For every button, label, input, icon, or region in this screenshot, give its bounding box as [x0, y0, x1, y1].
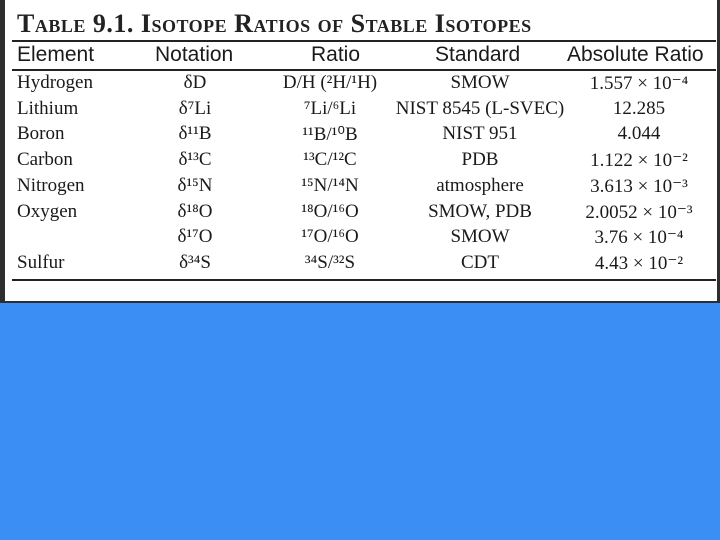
table-sheet	[5, 0, 717, 301]
cell-standard: SMOW	[450, 226, 510, 248]
cell-absolute-ratio: 3.613 × 10⁻³	[590, 175, 688, 197]
header-notation: Notation	[155, 43, 234, 66]
cell-notation: δ³⁴S	[179, 251, 211, 273]
cell-standard: atmosphere	[436, 174, 524, 196]
cell-element: Oxygen	[17, 200, 78, 222]
cell-absolute-ratio: 4.43 × 10⁻²	[594, 252, 684, 274]
cell-standard: NIST 951	[442, 123, 518, 145]
cell-absolute-ratio: 12.285	[612, 97, 666, 119]
cell-standard: PDB	[461, 149, 499, 171]
cell-element: Carbon	[17, 149, 73, 171]
cell-standard: NIST 8545 (L-SVEC)	[395, 97, 565, 119]
cell-ratio: ¹⁵N/¹⁴N	[301, 174, 359, 196]
cell-absolute-ratio: 3.76 × 10⁻⁴	[594, 227, 684, 249]
cell-standard: SMOW, PDB	[428, 200, 532, 222]
cell-ratio: D/H (²H/¹H)	[282, 72, 378, 93]
cell-notation: δ¹⁷O	[177, 226, 213, 248]
cell-notation: δD	[183, 72, 207, 93]
cell-ratio: ¹⁷O/¹⁶O	[301, 226, 359, 248]
cell-absolute-ratio: 4.044	[617, 123, 661, 145]
header-absolute-ratio: Absolute Ratio	[567, 43, 704, 66]
cell-element: Lithium	[17, 97, 79, 119]
cell-element: Sulfur	[17, 251, 65, 273]
cell-ratio: ⁷Li/⁶Li	[303, 97, 357, 119]
cell-absolute-ratio: 2.0052 × 10⁻³	[585, 201, 693, 223]
cell-element: Nitrogen	[17, 174, 85, 196]
cell-notation: δ¹³C	[178, 149, 212, 171]
cell-element: Hydrogen	[17, 72, 93, 93]
cell-absolute-ratio: 1.122 × 10⁻²	[590, 150, 688, 172]
bottom-rule	[12, 279, 716, 281]
cell-notation: δ⁷Li	[178, 97, 212, 119]
table-title: Table 9.1. Isotope Ratios of Stable Isotopes	[17, 9, 532, 38]
cell-ratio: ³⁴S/³²S	[304, 251, 356, 273]
header-standard: Standard	[435, 43, 521, 66]
cell-notation: δ¹⁸O	[177, 200, 213, 222]
cell-notation: δ¹¹B	[178, 123, 212, 145]
header-ratio: Ratio	[311, 43, 361, 66]
cell-element: Boron	[17, 123, 65, 145]
cell-notation: δ¹⁵N	[177, 174, 213, 196]
top-rule	[12, 40, 716, 42]
cell-ratio: ¹¹B/¹⁰B	[302, 124, 358, 146]
header-element: Element	[17, 43, 95, 66]
cell-standard: CDT	[461, 251, 499, 273]
cell-absolute-ratio: 1.557 × 10⁻⁴	[589, 73, 689, 94]
cell-ratio: ¹³C/¹²C	[303, 149, 357, 171]
header-rule	[12, 69, 716, 71]
cell-standard: SMOW	[450, 72, 510, 93]
cell-ratio: ¹⁸O/¹⁶O	[301, 200, 359, 222]
